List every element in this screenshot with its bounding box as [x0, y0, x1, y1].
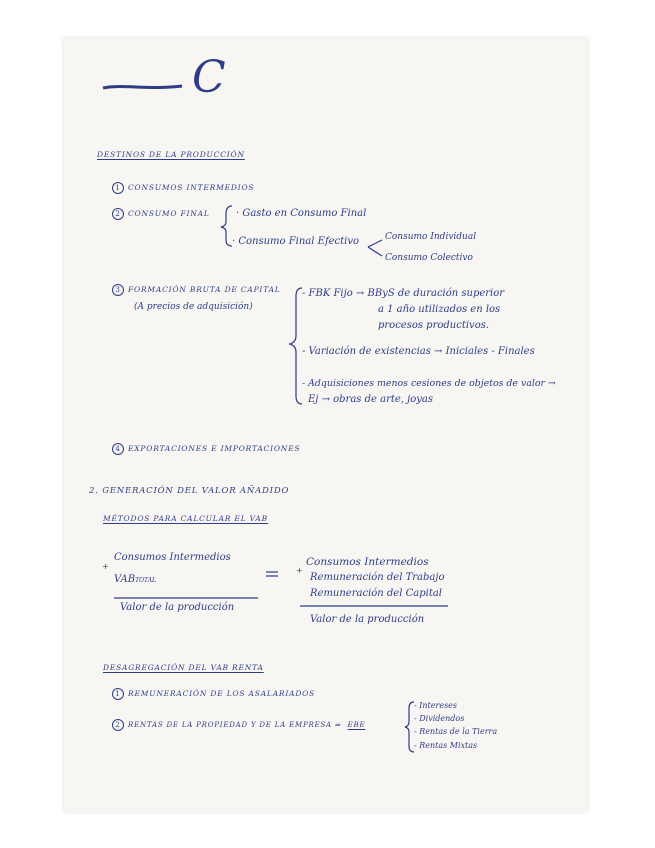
fbk-fijo-line3: procesos productivos.: [378, 320, 490, 331]
item-number: 3: [112, 284, 124, 296]
header-scribble: [103, 86, 182, 88]
left-vab-total: [114, 574, 156, 586]
list-item-label: REMUNERACIÓN DE LOS ASALARIADOS: [128, 689, 316, 698]
ebe-list-item: - Dividendos: [414, 714, 465, 723]
item-number: 4: [112, 443, 124, 455]
brace-fbc: [290, 288, 302, 404]
right-valor-produccion: Valor de la producción: [310, 614, 425, 625]
ebe-label: EBE: [347, 721, 366, 729]
brace-ebe: [405, 702, 414, 752]
left-plus: +: [102, 562, 109, 571]
consumo-colectivo: Consumo Colectivo: [385, 253, 473, 263]
subsection-title-metodos: MÉTODOS PARA CALCULAR EL VAB: [103, 514, 268, 523]
vab-label: VAB: [114, 574, 136, 585]
item-number: 1: [112, 688, 124, 700]
list-item: [112, 719, 365, 731]
list-item: [112, 443, 300, 455]
left-consumos-intermedios: Consumos Intermedios: [114, 552, 231, 563]
item-number: 1: [112, 182, 124, 194]
left-valor-produccion: Valor de la producción: [120, 602, 235, 613]
list-item-label: EXPORTACIONES E IMPORTACIONES: [128, 444, 301, 453]
section-title-desagregacion: DESAGREGACIÓN DEL VAB RENTA: [103, 663, 264, 672]
variacion-existencias: - Variación de existencias → Iniciales - Finales: [302, 346, 535, 357]
brace-consumo-final: [221, 206, 232, 246]
header-letter: C: [192, 52, 226, 103]
list-item-label: CONSUMOS INTERMEDIOS: [128, 183, 255, 192]
arrow-colectivo: [368, 247, 382, 256]
arrow-individual: [368, 240, 382, 247]
list-item: [112, 208, 210, 220]
section-title-destinos: DESTINOS DE LA PRODUCCIÓN: [97, 150, 245, 159]
ebe-list-item: - Intereses: [414, 701, 458, 710]
vab-subscript: TOTAL: [135, 577, 157, 584]
consumo-final-efectivo: · Consumo Final Efectivo: [232, 236, 360, 247]
list-item: [112, 284, 281, 296]
right-plus: +: [296, 566, 303, 575]
list-item-label: RENTAS DE LA PROPIEDAD Y DE LA EMPRESA ⇒: [128, 721, 342, 729]
adquisiciones-line2: Ej → obras de arte, joyas: [308, 394, 434, 405]
list-item: [112, 688, 315, 700]
right-consumos-intermedios: Consumos Intermedios: [306, 556, 429, 568]
consumo-final-gasto: · Gasto en Consumo Final: [236, 208, 367, 219]
fbc-precios: (A precios de adquisición): [134, 302, 253, 312]
list-item-label: CONSUMO FINAL: [128, 209, 210, 218]
adquisiciones-line1: - Adquisiciones menos cesiones de objetos de valor →: [302, 378, 556, 389]
list-item: [112, 182, 254, 194]
ebe-list-item: - Rentas Mixtas: [414, 741, 478, 750]
fbk-fijo-line2: a 1 año utilizados en los: [378, 304, 501, 315]
right-remuneracion-trabajo: Remuneración del Trabajo: [310, 572, 445, 583]
right-remuneracion-capital: Remuneración del Capital: [310, 588, 442, 599]
item-number: 2: [112, 208, 124, 220]
item-number: 2: [112, 719, 124, 731]
section-title-generacion: 2. GENERACIÓN DEL VALOR AÑADIDO: [89, 486, 290, 496]
consumo-individual: Consumo Individual: [385, 232, 477, 242]
ebe-list-item: - Rentas de la Tierra: [414, 727, 498, 736]
fbk-fijo-line1: - FBK Fijo → BByS de duración superior: [302, 288, 505, 299]
list-item-label: FORMACIÓN BRUTA DE CAPITAL: [128, 285, 281, 294]
